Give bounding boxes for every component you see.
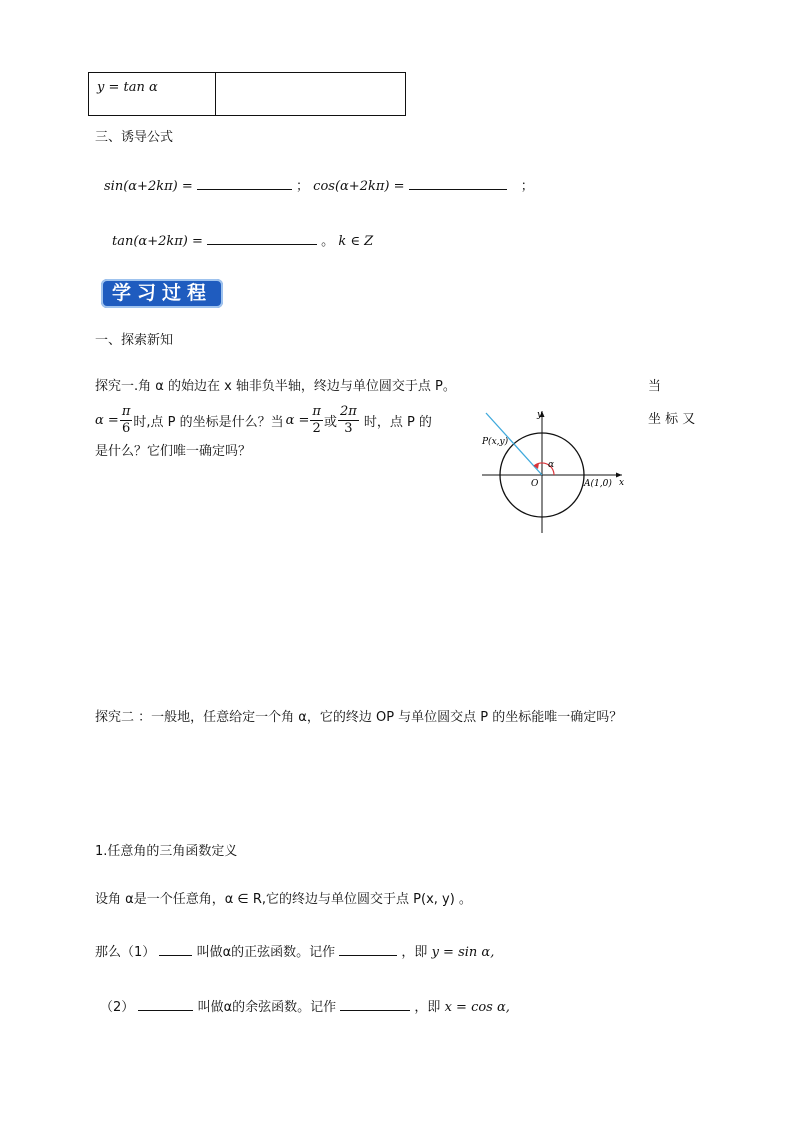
section1-heading: 一、探索新知 (95, 333, 174, 348)
definition-line1: 设角 α是一个任意角，α ∈ R,它的终边与单位圆交于点 P(x, y) 。 (95, 892, 472, 907)
alpha-eq-2: α = (285, 412, 310, 428)
definition-heading: 1.任意角的三角函数定义 (95, 844, 238, 859)
explore2-text: 探究二 ：一般地，任意给定一个角 α，它的终边 OP 与单位圆交点 P 的坐标能唯一确定吗？ (95, 710, 623, 725)
table-cell-value (217, 73, 405, 115)
def-line3-ji: ，即 (414, 1000, 441, 1015)
def-line3-formula: x = cos α, (444, 1000, 510, 1015)
explore1-right2: 坐 标 又 (648, 412, 696, 427)
k-in-z: k ∈ Z (338, 234, 374, 249)
label-point-a: A(1,0) (584, 479, 612, 489)
formula-cos: cos(α+2kπ) = (313, 179, 405, 194)
def-line3-mid: 叫做α的余弦函数。记作 (197, 1000, 337, 1015)
blank-cos[interactable] (409, 176, 507, 190)
blank-cosine-notation[interactable] (340, 997, 410, 1011)
def-line2-mid: 叫做α的正弦函数。记作 (196, 945, 336, 960)
label-origin: O (531, 479, 539, 489)
def-line2-prefix: 那么（1） (95, 945, 156, 960)
section3-heading: 三、诱导公式 (95, 130, 174, 145)
table-cell-label (89, 73, 216, 115)
separator-1: ； (296, 179, 310, 194)
explore1-right1: 当 (648, 379, 662, 394)
blank-cosine-def[interactable] (138, 997, 193, 1011)
blank-sine-notation[interactable] (339, 942, 397, 956)
label-y: y (537, 410, 543, 420)
explore1-line1: 探究一.角 α 的始边在 x 轴非负半轴，终边与单位圆交于点 P。 (95, 379, 456, 394)
label-point-p: P(x,y) (482, 437, 509, 447)
blank-tan[interactable] (207, 231, 317, 245)
unit-circle-figure (470, 405, 640, 535)
label-x: x (619, 478, 625, 488)
blank-sin[interactable] (197, 176, 292, 190)
blank-sine-def[interactable] (159, 942, 192, 956)
explore1-line2 (95, 400, 432, 440)
formula-tan: tan(α+2kπ) = (112, 234, 203, 249)
function-table (88, 72, 406, 116)
alpha-eq-1: α = (95, 412, 119, 428)
label-alpha: α (548, 460, 555, 470)
def-line2-ji: ，即 (401, 945, 428, 960)
fraction-pi-6: $\frac{\pi}{6}$ (121, 403, 131, 436)
fraction-pi-2: $\frac{\pi}{2}$ (312, 403, 321, 436)
separator-2: ； (520, 179, 534, 194)
formula-sin: sin(α+2kπ) = (104, 179, 193, 194)
x-axis-arrow (616, 473, 622, 478)
fraction-2pi-3: $\frac{2\pi}{3}$ (339, 403, 357, 436)
learning-process-banner: 学习过程 (101, 279, 223, 308)
def-line2-formula: y = sin α, (431, 945, 495, 960)
formula-tan-tail: 。 (321, 234, 335, 249)
explore1-line3: 是什么？它们唯一确定吗？ (95, 444, 252, 459)
explore1-mid2: 时，点 P 的 (363, 414, 432, 430)
def-line3-prefix: （2） (100, 1000, 135, 1015)
or-text: 或 (323, 414, 337, 430)
explore1-mid1: 时,点 P 的坐标是什么？当 (133, 414, 284, 430)
table-row-label: y = tan α (97, 80, 158, 95)
